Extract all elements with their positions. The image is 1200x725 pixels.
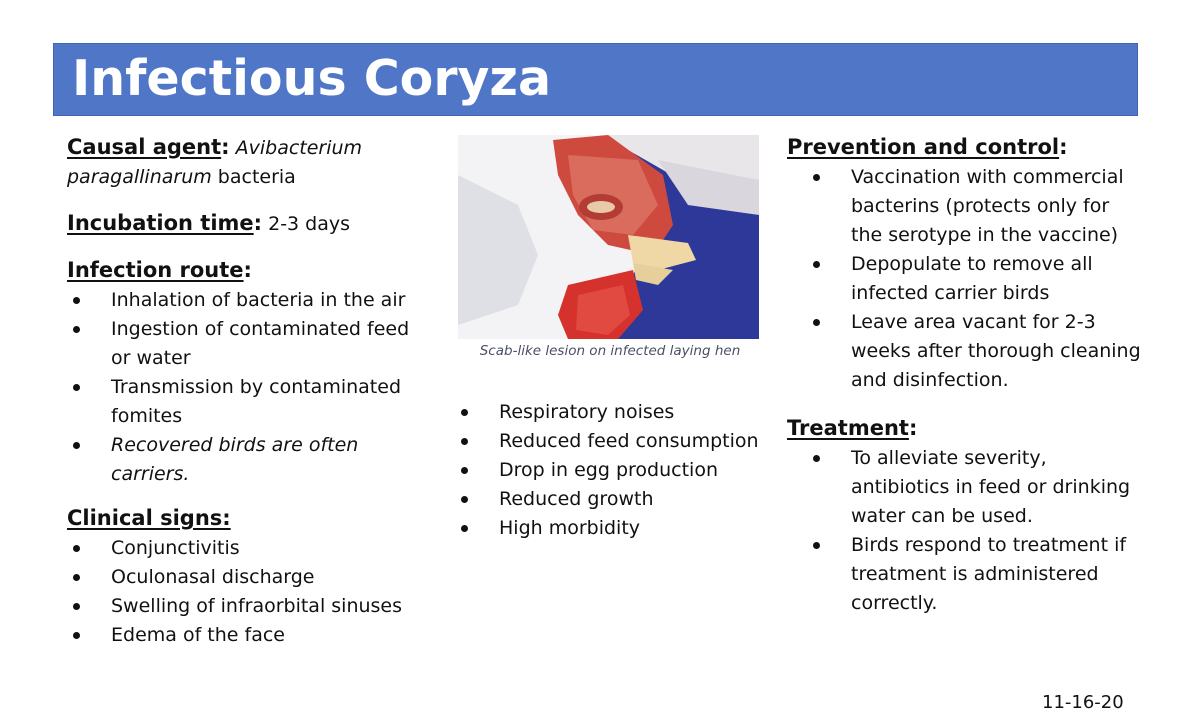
list-item — [67, 315, 427, 373]
list-item-text: Reduced feed consumption — [499, 430, 759, 452]
causal-agent-heading: Causal agent — [67, 135, 222, 159]
causal-agent-species: paragallinarum — [67, 166, 212, 188]
infection-route-heading: Infection route — [67, 258, 244, 282]
list-item — [455, 485, 765, 514]
bullet-icon — [813, 455, 820, 462]
list-item-text: Transmission by contaminated fomites — [111, 376, 402, 427]
list-item-text: To alleviate severity, antibiotics in feed or drinking water can be used. — [851, 447, 1131, 527]
clinical-signs-list-continued — [455, 398, 765, 543]
bullet-icon — [73, 574, 80, 581]
treatment-heading-line — [787, 414, 1142, 444]
list-item-text: Depopulate to remove all infected carrier birds — [851, 253, 1093, 304]
list-item — [807, 163, 1142, 250]
causal-agent-line1 — [67, 133, 427, 163]
middle-column — [455, 135, 765, 543]
left-column — [67, 133, 427, 650]
list-item-text: Reduced growth — [499, 488, 654, 510]
list-item — [455, 514, 765, 543]
bullet-icon — [813, 174, 820, 181]
page-title: Infectious Coryza — [72, 50, 552, 107]
incubation-value: 2-3 days — [268, 213, 351, 235]
list-item — [807, 308, 1142, 395]
list-item-text: Edema of the face — [111, 624, 285, 646]
title-banner — [53, 43, 1138, 116]
causal-agent-colon: : — [221, 135, 230, 159]
list-item-text: High morbidity — [499, 517, 641, 539]
bullet-icon — [73, 297, 80, 304]
hen-illustration — [458, 135, 759, 339]
bullet-icon — [813, 319, 820, 326]
list-item — [67, 431, 427, 489]
list-item-text: Drop in egg production — [499, 459, 718, 481]
bullet-icon — [73, 326, 80, 333]
list-item — [67, 534, 427, 563]
infection-route-list — [67, 286, 427, 489]
list-item-text: Recovered birds are often carriers. — [111, 434, 359, 485]
list-item — [455, 398, 765, 427]
list-item-text: Respiratory noises — [499, 401, 675, 423]
list-item-text: Leave area vacant for 2-3 weeks after thorough cleaning and disinfection. — [851, 311, 1141, 391]
treatment-heading: Treatment — [787, 416, 909, 440]
bullet-icon — [813, 261, 820, 268]
bullet-icon — [461, 409, 468, 416]
bullet-icon — [73, 545, 80, 552]
list-item-text: Inhalation of bacteria in the air — [111, 289, 406, 311]
incubation-section — [67, 209, 427, 239]
bullet-icon — [73, 603, 80, 610]
right-column — [787, 133, 1142, 618]
prevention-section — [787, 133, 1142, 395]
prevention-colon: : — [1059, 135, 1068, 159]
bullet-icon — [461, 496, 468, 503]
prevention-heading: Prevention and control — [787, 135, 1060, 159]
treatment-section — [787, 414, 1142, 618]
incubation-heading: Incubation time — [67, 211, 254, 235]
treatment-list — [807, 444, 1142, 618]
bullet-icon — [461, 467, 468, 474]
infection-route-section — [67, 256, 427, 489]
causal-agent-suffix: bacteria — [217, 166, 296, 188]
bullet-icon — [73, 442, 80, 449]
list-item-text: Ingestion of contaminated feed or water — [111, 318, 410, 369]
clinical-signs-heading-line — [67, 504, 427, 534]
list-item-text: Swelling of infraorbital sinuses — [111, 595, 403, 617]
causal-agent-line2 — [67, 163, 427, 192]
clinical-signs-heading: Clinical signs: — [67, 506, 231, 530]
list-item — [807, 444, 1142, 531]
list-item — [807, 531, 1142, 618]
clinical-signs-section — [67, 504, 427, 650]
bullet-icon — [461, 525, 468, 532]
bullet-icon — [461, 438, 468, 445]
incubation-colon: : — [253, 211, 263, 235]
list-item — [455, 427, 765, 456]
date-stamp: 11-16-20 — [1042, 692, 1124, 713]
bullet-icon — [73, 632, 80, 639]
list-item — [67, 373, 427, 431]
prevention-heading-line — [787, 133, 1142, 163]
list-item — [67, 621, 427, 650]
bullet-icon — [813, 542, 820, 549]
infection-route-heading-line — [67, 256, 427, 286]
list-item-text: Oculonasal discharge — [111, 566, 315, 588]
list-item-text: Vaccination with commercial bacterins (protects only for the serotype in the vaccine) — [851, 166, 1124, 246]
list-item — [67, 286, 427, 315]
list-item-text: Birds respond to treatment if treatment is administered correctly. — [851, 534, 1127, 614]
prevention-list — [807, 163, 1142, 395]
clinical-signs-list — [67, 534, 427, 650]
causal-agent-section — [67, 133, 427, 192]
causal-agent-genus: Avibacterium — [235, 137, 363, 159]
incubation-line — [67, 209, 427, 239]
list-item — [807, 250, 1142, 308]
list-item — [67, 563, 427, 592]
infection-route-colon: : — [243, 258, 252, 282]
list-item — [455, 456, 765, 485]
hen-photo — [458, 135, 759, 339]
bullet-icon — [73, 384, 80, 391]
treatment-colon: : — [908, 416, 918, 440]
list-item-text: Conjunctivitis — [111, 537, 240, 559]
list-item — [67, 592, 427, 621]
photo-caption: Scab-like lesion on infected laying hen — [479, 343, 741, 359]
